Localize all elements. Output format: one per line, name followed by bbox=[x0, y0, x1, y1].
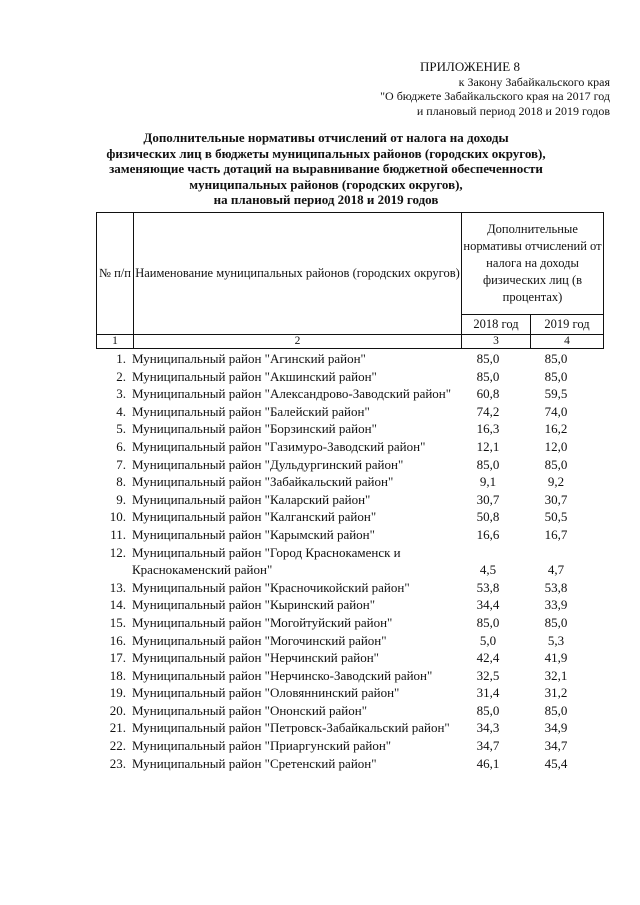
value-2019: 85,0 bbox=[544, 351, 568, 366]
row-number: 5. bbox=[116, 421, 126, 437]
table-row bbox=[96, 491, 593, 509]
value-2019: 41,9 bbox=[544, 650, 568, 666]
row-number: 9. bbox=[116, 491, 126, 507]
district-name: Муниципальный район "Город Краснокаменск и Краснокаменский район" bbox=[132, 544, 401, 578]
title-line: на плановый период 2018 и 2019 годов bbox=[213, 192, 439, 207]
value-2018: 32,5 bbox=[476, 667, 500, 683]
value-2018: 4,5 bbox=[479, 562, 497, 578]
title-line: Дополнительные нормативы отчислений от налога на доходы bbox=[143, 130, 509, 145]
value-2018: 16,6 bbox=[476, 526, 500, 542]
value-2018: 30,7 bbox=[476, 491, 500, 507]
appendix-label: ПРИЛОЖЕНИЕ 8 bbox=[420, 59, 520, 74]
table-row bbox=[96, 649, 593, 667]
row-number: 13. bbox=[109, 579, 126, 595]
table-row bbox=[96, 438, 593, 456]
row-number: 14. bbox=[109, 597, 126, 613]
col-name-header: Наименование муниципальных районов (городских округов) bbox=[134, 213, 462, 335]
district-name: Муниципальный район "Калганский район" bbox=[132, 509, 377, 525]
value-2019: 50,5 bbox=[544, 509, 568, 525]
table-row bbox=[96, 403, 593, 421]
table-row bbox=[96, 667, 593, 685]
value-2018: 53,8 bbox=[476, 579, 500, 595]
row-number: 10. bbox=[109, 509, 126, 525]
district-name: Муниципальный район "Петровск-Забайкальский район" bbox=[132, 720, 450, 736]
value-2019: 9,2 bbox=[547, 474, 565, 490]
row-number: 11. bbox=[110, 526, 126, 542]
norms-table-body bbox=[96, 350, 593, 772]
document-header bbox=[330, 60, 610, 118]
index-cell: 1 bbox=[97, 335, 134, 349]
district-name: Муниципальный район "Агинский район" bbox=[132, 351, 366, 366]
row-number: 1. bbox=[116, 351, 126, 366]
district-name: Муниципальный район "Нерчинско-Заводский район" bbox=[132, 667, 433, 683]
value-2019: 85,0 bbox=[544, 702, 568, 718]
title-line: муниципальных районов (городских округов), bbox=[189, 176, 463, 192]
table-row bbox=[96, 579, 593, 597]
value-2019: 59,5 bbox=[544, 386, 568, 402]
value-2019: 34,9 bbox=[544, 720, 568, 736]
row-number: 15. bbox=[109, 614, 126, 630]
value-2018: 85,0 bbox=[476, 702, 500, 718]
value-2019: 74,0 bbox=[544, 403, 568, 419]
value-2018: 60,8 bbox=[476, 386, 500, 402]
value-2018: 85,0 bbox=[476, 614, 500, 630]
value-2019: 16,7 bbox=[544, 526, 568, 542]
table-row bbox=[96, 614, 593, 632]
col-number-header: № п/п bbox=[97, 213, 134, 335]
table-row bbox=[96, 508, 593, 526]
year-2019-header: 2019 год bbox=[531, 315, 604, 335]
value-2018: 5,0 bbox=[479, 632, 497, 648]
row-number: 4. bbox=[116, 403, 126, 419]
value-2019: 31,2 bbox=[544, 685, 568, 701]
district-name: Муниципальный район "Забайкальский район" bbox=[132, 474, 394, 490]
value-2019: 85,0 bbox=[544, 456, 568, 472]
district-name: Муниципальный район "Приаргунский район" bbox=[132, 738, 392, 754]
row-number: 7. bbox=[116, 456, 126, 472]
district-name: Муниципальный район "Кыринский район" bbox=[132, 597, 376, 613]
district-name: Муниципальный район "Могойтуйский район" bbox=[132, 614, 393, 630]
row-number: 3. bbox=[116, 386, 126, 402]
norms-table-header bbox=[96, 212, 604, 349]
value-2019: 32,1 bbox=[544, 667, 568, 683]
table-row bbox=[96, 456, 593, 474]
district-name: Муниципальный район "Ононский район" bbox=[132, 702, 368, 718]
table-row bbox=[96, 737, 593, 755]
value-2018: 50,8 bbox=[476, 509, 500, 525]
table-row bbox=[96, 526, 593, 544]
index-cell: 2 bbox=[134, 335, 462, 349]
table-row bbox=[96, 596, 593, 614]
year-2018-header: 2018 год bbox=[462, 315, 531, 335]
row-number: 19. bbox=[109, 685, 126, 701]
district-name: Муниципальный район "Борзинский район" bbox=[132, 421, 377, 437]
row-number: 21. bbox=[109, 720, 126, 736]
row-number: 12. bbox=[109, 544, 126, 560]
value-2018: 31,4 bbox=[476, 685, 500, 701]
title-line: физических лиц в бюджеты муниципальных районов (городских округов), bbox=[106, 145, 546, 161]
district-name: Муниципальный район "Карымский район" bbox=[132, 526, 375, 542]
value-2018: 42,4 bbox=[476, 650, 500, 666]
title-line: заменяющие часть дотаций на выравнивание бюджетной обеспеченности bbox=[109, 161, 543, 176]
col-norm-header: Дополнительные нормативы отчислений от налога на доходы физических лиц (в процентах) bbox=[462, 213, 604, 315]
district-name: Муниципальный район "Оловяннинский район" bbox=[132, 685, 400, 701]
value-2019: 45,4 bbox=[544, 755, 568, 771]
table-row bbox=[96, 755, 593, 773]
district-name: Муниципальный район "Балейский район" bbox=[132, 403, 370, 419]
row-number: 22. bbox=[109, 738, 126, 754]
table-row bbox=[96, 544, 593, 579]
district-name: Муниципальный район "Александрово-Заводский район" bbox=[132, 386, 452, 402]
value-2019: 5,3 bbox=[547, 632, 565, 648]
index-cell: 4 bbox=[531, 335, 604, 349]
value-2018: 85,0 bbox=[476, 351, 500, 366]
document-title bbox=[90, 130, 562, 208]
law-reference-line1: к Закону Забайкальского края bbox=[458, 74, 610, 89]
district-name: Муниципальный район "Нерчинский район" bbox=[132, 650, 379, 666]
table-row bbox=[96, 684, 593, 702]
district-name: Муниципальный район "Дульдургинский район" bbox=[132, 456, 404, 472]
value-2019: 33,9 bbox=[544, 597, 568, 613]
row-number: 18. bbox=[109, 667, 126, 683]
row-number: 23. bbox=[109, 755, 126, 771]
value-2019: 30,7 bbox=[544, 491, 568, 507]
table-row bbox=[96, 632, 593, 650]
value-2019: 53,8 bbox=[544, 579, 568, 595]
district-name: Муниципальный район "Сретенский район" bbox=[132, 755, 377, 771]
row-number: 16. bbox=[109, 632, 126, 648]
value-2018: 85,0 bbox=[476, 456, 500, 472]
district-name: Муниципальный район "Газимуро-Заводский район" bbox=[132, 438, 426, 454]
value-2018: 34,4 bbox=[476, 597, 500, 613]
value-2019: 4,7 bbox=[547, 562, 565, 578]
table-row bbox=[96, 368, 593, 386]
value-2018: 85,0 bbox=[476, 368, 500, 384]
table-row bbox=[96, 350, 593, 368]
row-number: 17. bbox=[109, 650, 126, 666]
table-row bbox=[96, 385, 593, 403]
table-row bbox=[96, 719, 593, 737]
value-2018: 34,3 bbox=[476, 720, 500, 736]
value-2018: 16,3 bbox=[476, 421, 500, 437]
district-name: Муниципальный район "Каларский район" bbox=[132, 491, 371, 507]
table-row bbox=[96, 473, 593, 491]
value-2019: 16,2 bbox=[544, 421, 568, 437]
index-cell: 3 bbox=[462, 335, 531, 349]
value-2018: 46,1 bbox=[476, 755, 500, 771]
value-2019: 12,0 bbox=[544, 438, 568, 454]
law-reference-line3: и плановый период 2018 и 2019 годов bbox=[416, 103, 610, 118]
table-row bbox=[96, 702, 593, 720]
value-2019: 85,0 bbox=[544, 614, 568, 630]
value-2018: 9,1 bbox=[479, 474, 497, 490]
district-name: Муниципальный район "Акшинский район" bbox=[132, 368, 377, 384]
value-2018: 12,1 bbox=[476, 438, 500, 454]
row-number: 20. bbox=[109, 702, 126, 718]
table-row bbox=[96, 420, 593, 438]
district-name: Муниципальный район "Красночикойский район" bbox=[132, 579, 410, 595]
law-reference-line2: "О бюджете Забайкальского края на 2017 год bbox=[380, 89, 610, 103]
value-2018: 34,7 bbox=[476, 738, 500, 754]
row-number: 8. bbox=[116, 474, 126, 490]
value-2018: 74,2 bbox=[476, 403, 500, 419]
value-2019: 85,0 bbox=[544, 368, 568, 384]
row-number: 2. bbox=[116, 368, 126, 384]
district-name: Муниципальный район "Могочинский район" bbox=[132, 632, 387, 648]
row-number: 6. bbox=[116, 438, 126, 454]
value-2019: 34,7 bbox=[544, 738, 568, 754]
